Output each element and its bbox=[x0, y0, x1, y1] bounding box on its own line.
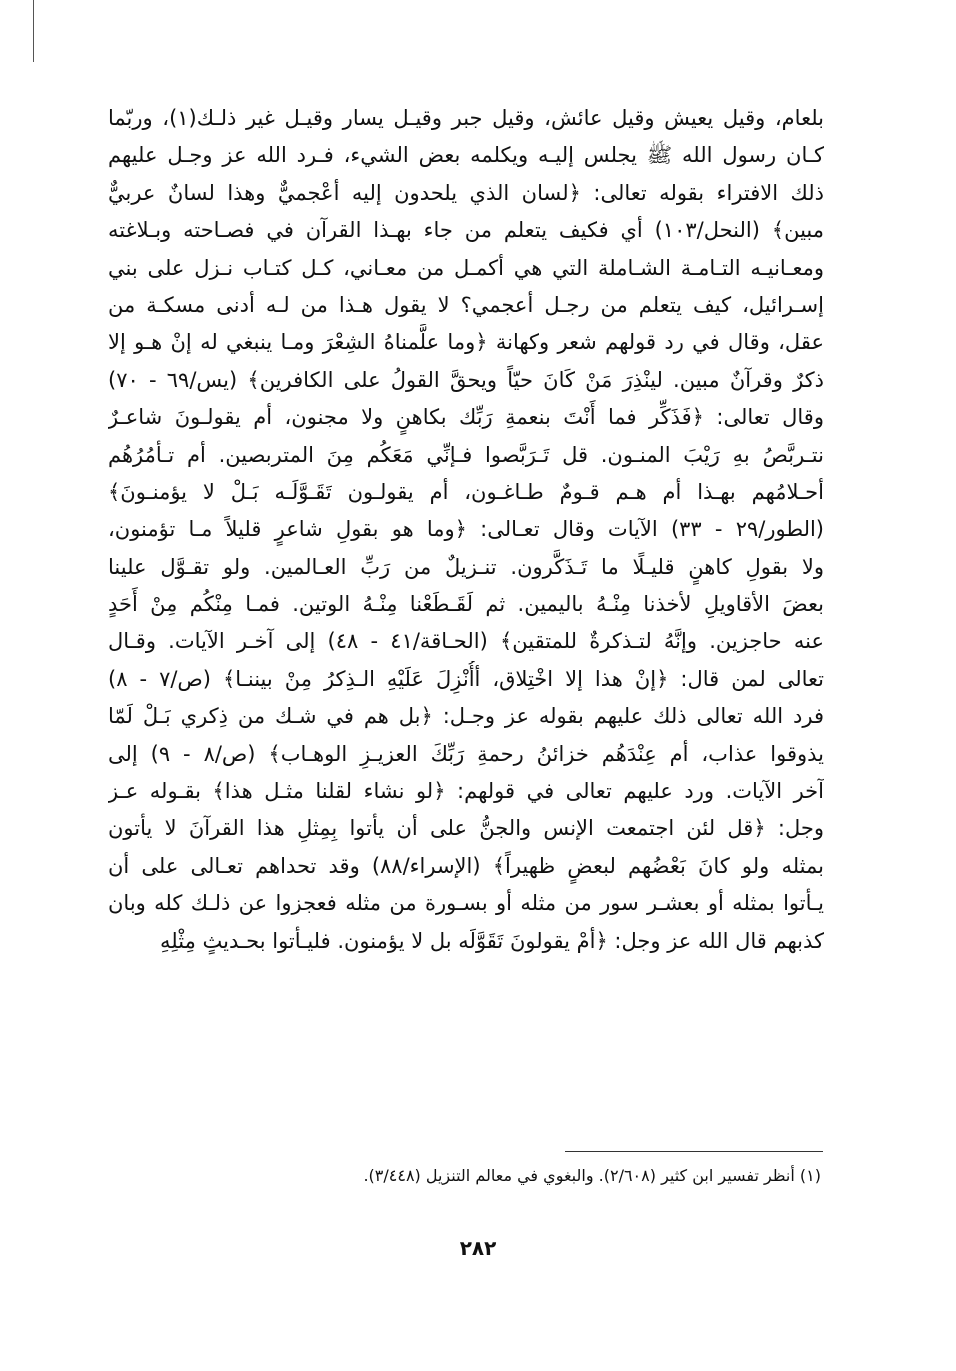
text-line: بلعام، وقيل يعيش وقيل عائش، وقيل جبر وقيـل يسار وقيـل غير ذلـك(١)، وربّما bbox=[108, 106, 824, 130]
text-line: مبين﴾ (النحل/١٠٣) أي فكيف يتعلم من جاء بهـذا القرآن في فصـاحته وبـلاغته bbox=[108, 218, 824, 243]
text-line: بمثله ولو كانَ بَعْضُهم لبعضٍ ظهيراً﴾ (الإسراء/٨٨) وقد تحداهم تعـالى على أن bbox=[108, 853, 824, 878]
text-line: يذوقوا عذاب، أم عِنْدَهُم خزائنُ رحمةِ رَبِّكَ العزيـزِ الوهـاب﴾ (ص/٨ - ٩) إلى bbox=[108, 741, 824, 766]
text-line: تعالى لمن قال: ﴿إنْ هذا إلا اخْتِلاق، أأُنْزِلَ عَلَيْهِ الـذِكرُ مِنْ بيننـا﴾ (ص/٧ - ٨) bbox=[108, 666, 824, 691]
text-line: يـأتوا بمثله أو بعشـر سور من مثله أو بسـورة من مثله فعجزوا عن ذلـك كله وبان bbox=[108, 891, 824, 916]
text-line: كـان رسول الله ﷺ يجلس إليـه ويكلمه بعض الشيء، فـرد الله عز وجـل عليهم bbox=[108, 143, 824, 168]
text-line: وجل: ﴿قل لئن اجتمعت الإنس والجنُّ على أن يأتوا بِمِثلِ هذا القرآنَ لا يأتون bbox=[108, 816, 824, 841]
text-line: أحـلامُهم بهـذا أم هـم قـومٌ طـاغـون، أم يقولـون تَقَـوَّلَـه بَـلْ لا يؤمنـونَ﴾ bbox=[108, 479, 824, 504]
text-line: ذكرٌ وقرآنٌ مبين. لينْذِرَ مَنْ كَانَ حيّاً ويحقَّ القولُ على الكافرين﴾ (يس/٦٩ - ٧٠) bbox=[108, 367, 824, 392]
text-line: ومعـانيـه التـامـة الشـاملة التي هي أكمـل من معـاني، كـل كتـاب نـزل على بني bbox=[108, 255, 824, 280]
text-line: وقال تعالى: ﴿فَذَكِّر فما أَنْتَ بنعمةِ رَبِّك بكاهنٍ ولا مجنون، أم يقولـونَ شاعـرٌ bbox=[108, 405, 824, 430]
page-number: ٢٨٢ bbox=[459, 1236, 497, 1260]
footnote-separator bbox=[565, 1151, 823, 1152]
text-line: (الطور/٢٩ - ٣٣) الآيات وقال تعـالى: ﴿وما هو بقولِ شاعرٍ قليلاً مـا تؤمنون، bbox=[108, 517, 824, 542]
text-line: كذبهم قال الله عز وجل: ﴿أمْ يقولونَ تَقَوَّلَه بل لا يؤمنون. فليـأتوا بحـديثٍ مِثْلِهِ bbox=[160, 928, 824, 953]
text-line: آخر الآيات. ورد عليهم تعالى في قولهم: ﴿لو نشاء لقلنا مثـل هذا﴾ بقـوله عـز bbox=[108, 779, 824, 804]
page-edge-line bbox=[33, 0, 34, 62]
text-line: بعضَ الأقاويلِ لأخذنا مِنْـهُ باليمين. ثم لَقَـطَعْنا مِنْـهُ الوتين. فمـا مِنْكُم مِنْ أَحَدٍ bbox=[108, 592, 824, 617]
text-line: نتـربَّصُ بهِ رَيْبَ المنـون. قل تَـرَبَّصوا فـإنِّي مَعَكُم مِنَ المتربصين. أم تـأمُرُهُم bbox=[108, 442, 824, 467]
text-line: إسـرائيل، كيف يتعلم من رجـل أعجمي؟ لا يقول هـذا من لـه أدنى مسكـة من bbox=[108, 292, 824, 317]
text-line: ذلك الافتراء بقوله تعالى: ﴿لسان الذي يلحدون إليه أعْجميٌّ وهذا لسانٌ عربيٌّ bbox=[108, 180, 824, 205]
body-text bbox=[108, 100, 824, 960]
text-line: فرد الله تعالى ذلك عليهم بقوله عز وجـل: ﴿بل هم في شـك من ذِكري بَـلْ لَمّا bbox=[108, 704, 824, 729]
text-line: ولا بقولِ كاهنٍ قليـلًا ما تَـذَكَّرون. تنـزيلٌ من رَبِّ العـالمين. ولو تقـوَّل علينا bbox=[108, 554, 824, 579]
text-line: عنه حاجزين. وإنَّهُ لتـذكرةٌ للمتقين﴾ (الحـاقة/٤١ - ٤٨) إلى آخـر الآيات. وقـال bbox=[108, 629, 824, 654]
text-line: عقل، وقال في رد قولهم شعر وكهانة ﴿وما علَّمناهُ الشِعْرَ ومـا ينبغي له إنْ هـو إلا bbox=[108, 330, 824, 355]
footnote: (١) أنظر تفسير ابن كثير (٢/٦٠٨). والبغوي في معالم التنزيل (٣/٤٤٨). bbox=[363, 1166, 821, 1185]
